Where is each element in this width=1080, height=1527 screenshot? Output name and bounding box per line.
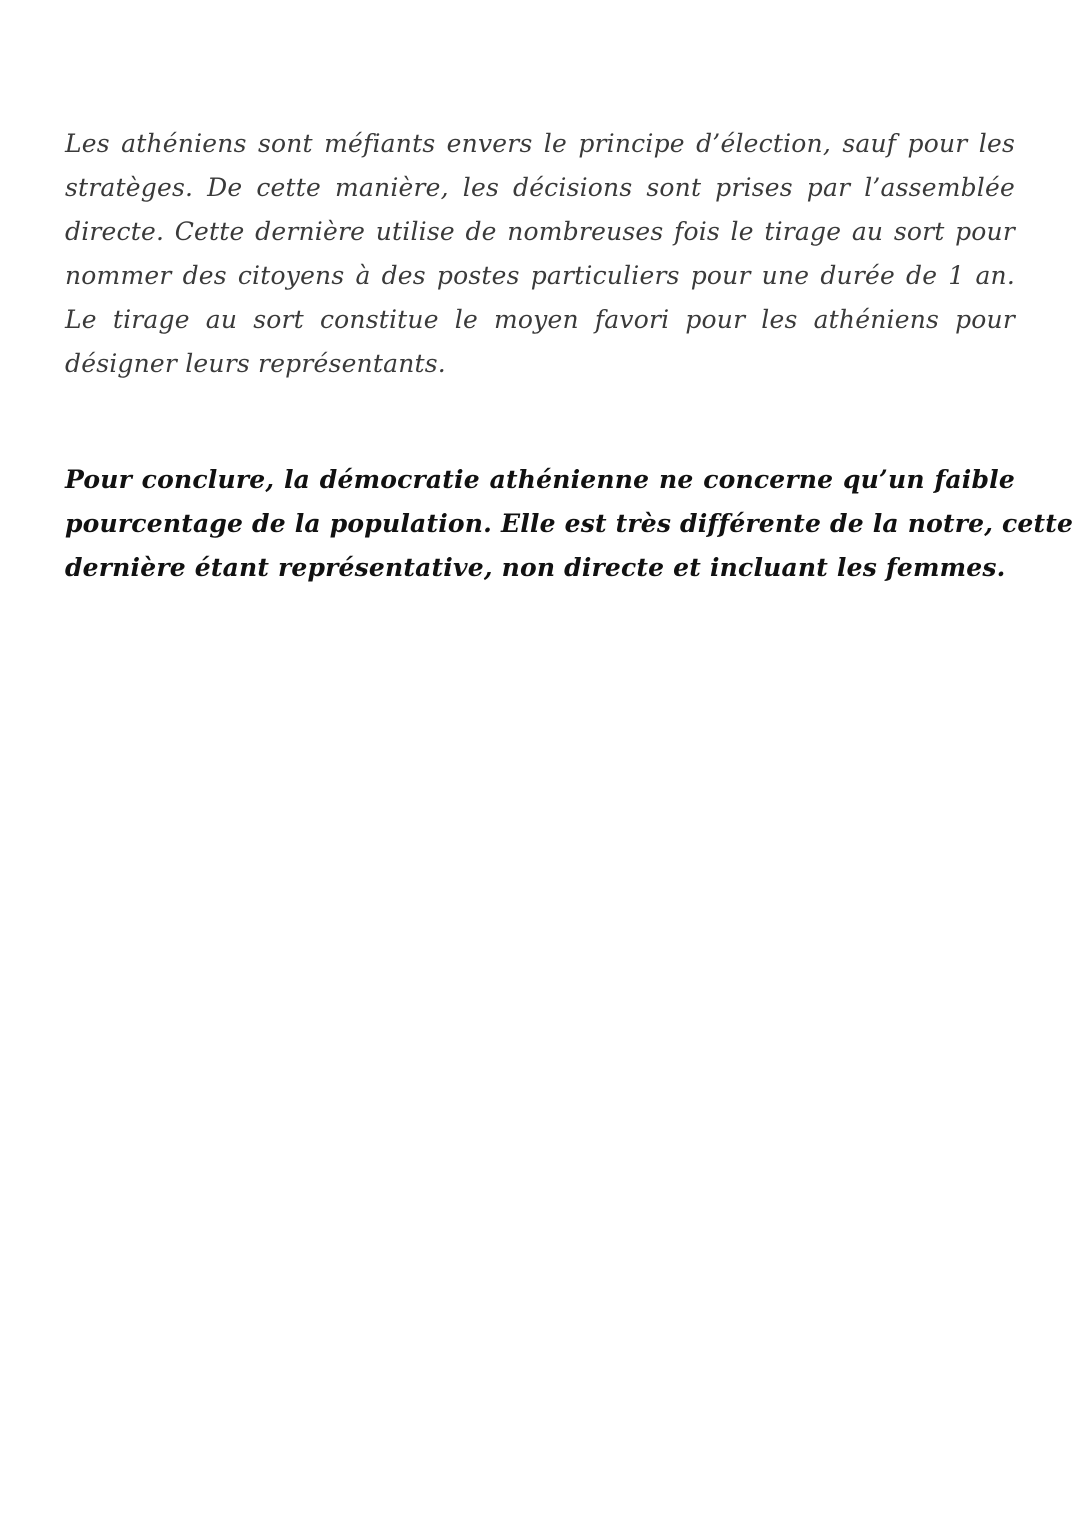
text-line: nommer des citoyens à des postes particuliers pour une durée de 1 an. bbox=[65, 261, 1015, 290]
paragraph-athenian-election bbox=[65, 122, 1015, 386]
paragraph-conclusion bbox=[65, 458, 1074, 590]
text-line: Le tirage au sort constitue le moyen favori pour les athéniens pour bbox=[65, 305, 1015, 334]
text-line: stratèges. De cette manière, les décisions sont prises par l’assemblée bbox=[65, 173, 1015, 202]
text-line: directe. Cette dernière utilise de nombreuses fois le tirage au sort pour bbox=[65, 217, 1015, 246]
text-line: désigner leurs représentants. bbox=[65, 349, 446, 378]
text-line: Pour conclure, la démocratie athénienne ne concerne qu’un faible bbox=[65, 465, 1015, 494]
text-line: dernière étant représentative, non directe et incluant les femmes. bbox=[65, 553, 1006, 582]
text-line: Les athéniens sont méfiants envers le principe d’élection, sauf pour les bbox=[65, 129, 1015, 158]
text-line: pourcentage de la population. Elle est très différente de la notre, cette bbox=[65, 509, 1074, 538]
